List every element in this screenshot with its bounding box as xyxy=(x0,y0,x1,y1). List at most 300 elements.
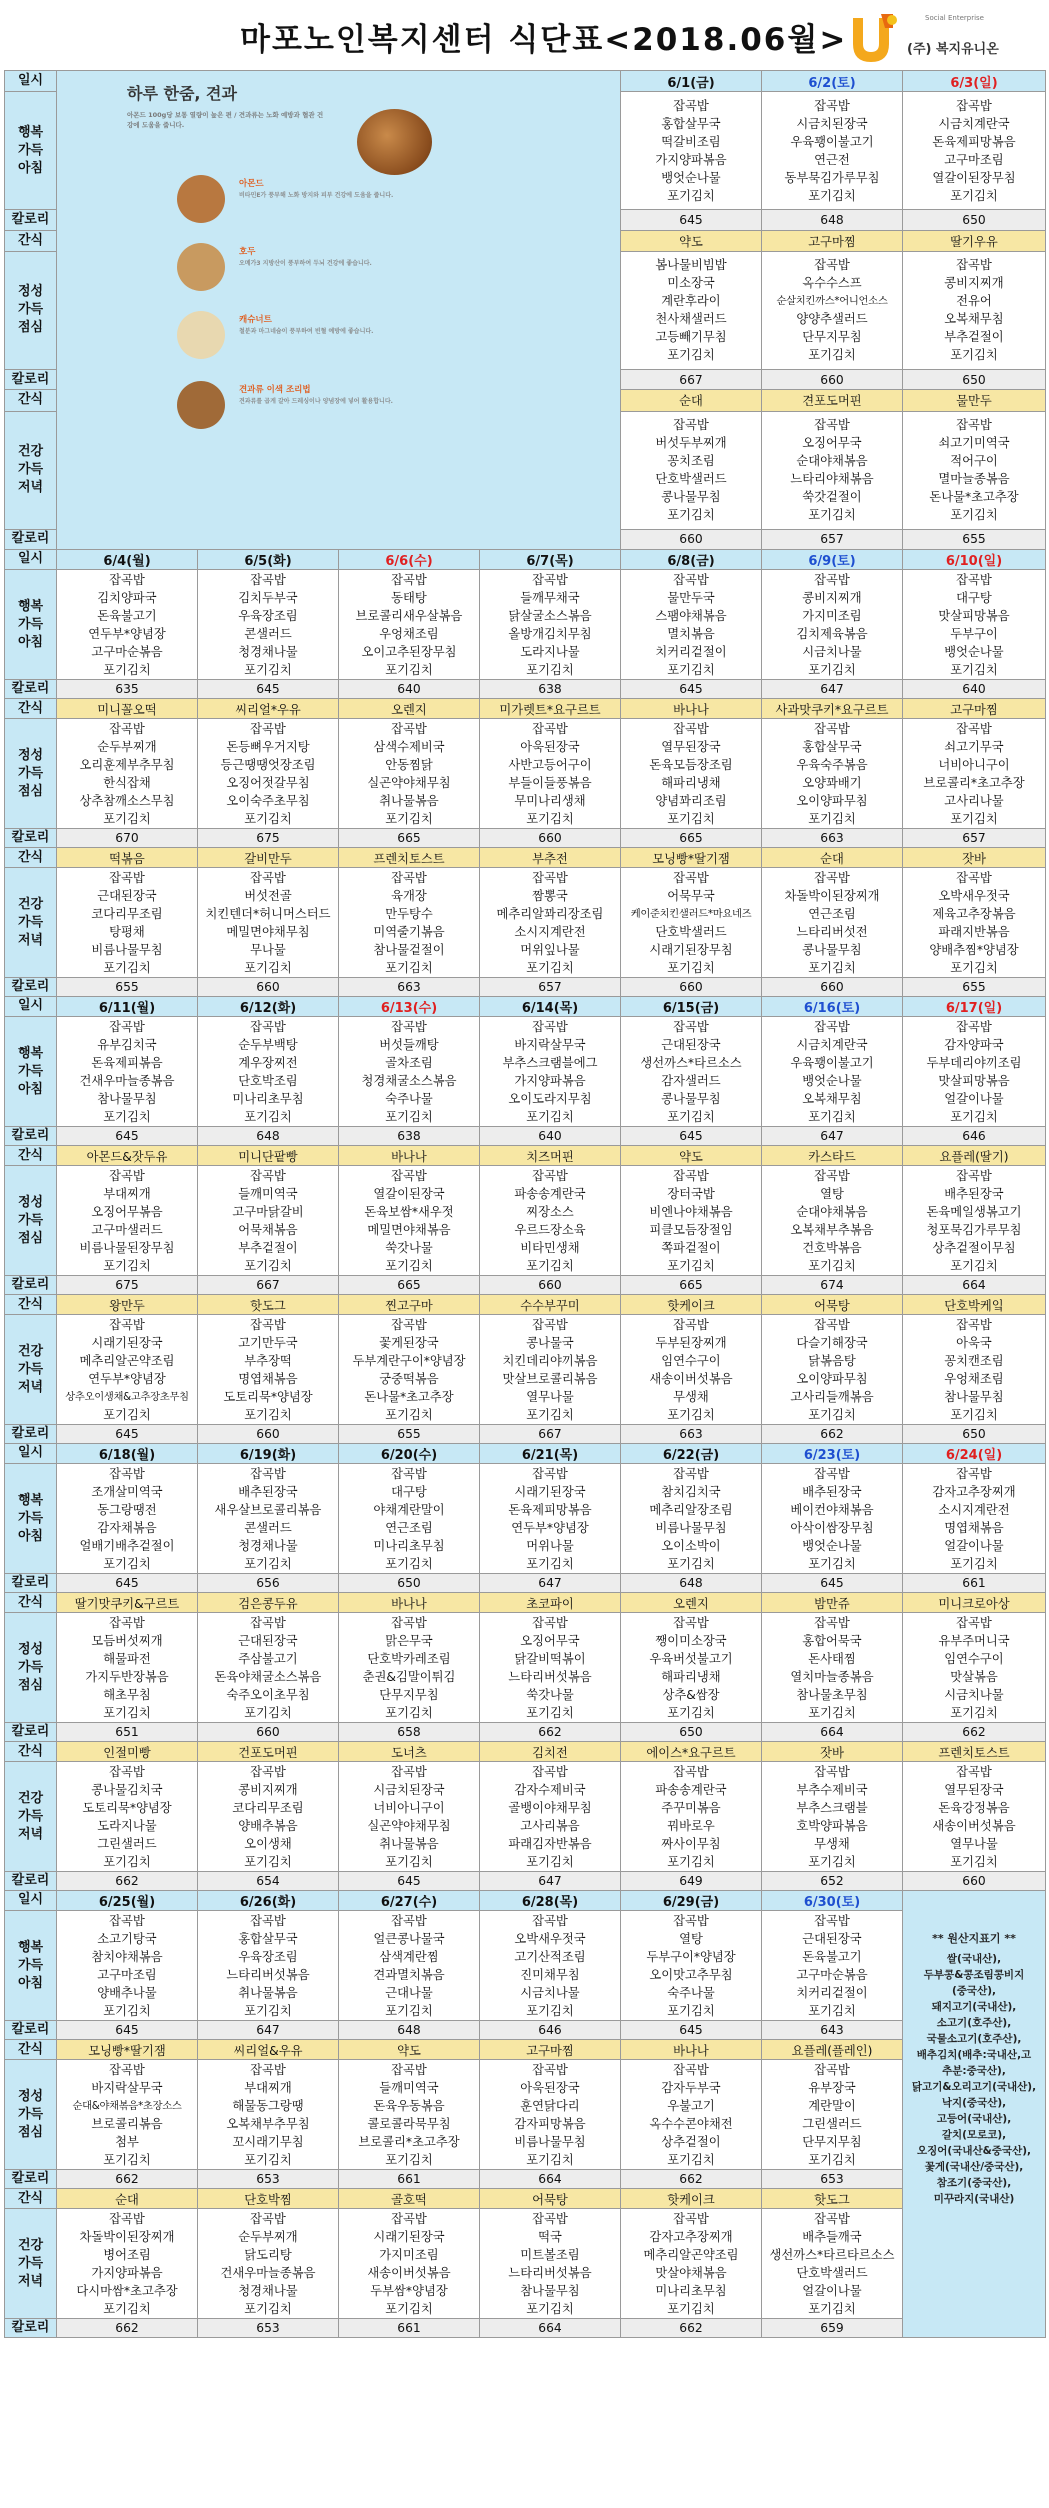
menu-item: 포기김치 xyxy=(667,1705,715,1720)
calorie-value: 665 xyxy=(621,1276,762,1295)
menu-item: 배추들깨국 xyxy=(802,2229,862,2244)
row-label-dinner xyxy=(5,2209,57,2319)
calorie-value: 648 xyxy=(198,1127,339,1146)
lunch-menu xyxy=(762,2060,903,2170)
menu-item: 포기김치 xyxy=(244,1556,292,1571)
menu-item: 감자고추장찌개 xyxy=(932,1484,1016,1499)
menu-item: 잡곡밥 xyxy=(391,721,427,736)
menu-item: 포기김치 xyxy=(808,348,856,363)
calorie-value: 651 xyxy=(57,1723,198,1742)
calorie-value: 661 xyxy=(903,1574,1046,1593)
date-cell: 6/21(목) xyxy=(480,1444,621,1464)
snack-item: 순대 xyxy=(621,390,762,411)
row-label-text: 행복 xyxy=(17,1045,44,1061)
menu-item: 순대야채볶음 xyxy=(796,1204,868,1219)
lunch-menu xyxy=(339,1166,480,1276)
menu-item: 포기김치 xyxy=(667,811,715,826)
lunch-menu xyxy=(903,1613,1046,1723)
menu-item: 동태탕 xyxy=(391,590,427,605)
menu-item: 꽁치캔조림 xyxy=(944,1353,1004,1368)
calorie-value: 658 xyxy=(339,1723,480,1742)
menu-item: 부들이들풍볶음 xyxy=(508,775,592,790)
menu-item: 돈육제피망볶음 xyxy=(932,134,1016,149)
lcal-row xyxy=(5,1276,1046,1295)
menu-item: 오이양파무침 xyxy=(796,793,868,808)
menu-item: 미트볼조림 xyxy=(520,2247,580,2262)
menu-item: 아욱된장국 xyxy=(520,2080,580,2095)
menu-item: 시금치된장국 xyxy=(796,116,868,131)
menu-item: 버섯들깨탕 xyxy=(379,1037,439,1052)
menu-item: 포기김치 xyxy=(667,1258,715,1273)
row-label-text: 간식 xyxy=(17,1743,44,1759)
menu-item: 잡곡밥 xyxy=(391,870,427,885)
menu-item: 임연수구이 xyxy=(661,1353,721,1368)
menu-item: 부추장떡 xyxy=(244,1353,292,1368)
menu-item: 연두부*양념장 xyxy=(88,626,166,641)
row-label-text: 정성 xyxy=(17,1194,44,1210)
row-label-text: 건강 xyxy=(17,1790,44,1806)
bcal-row xyxy=(5,680,1046,699)
snack-item: 프렌치토스트 xyxy=(339,848,480,868)
menu-item: 얼갈이나물 xyxy=(944,1091,1004,1106)
menu-item: 유부장국 xyxy=(808,2080,856,2095)
dinner-menu xyxy=(762,411,903,529)
legend-line: 소고기(호주산), xyxy=(936,2017,1012,2029)
dinner-menu xyxy=(621,868,762,978)
row-label-text: 점심 xyxy=(17,1677,44,1693)
menu-item: 시금치된장국 xyxy=(373,1782,445,1797)
menu-item: 오이고추된장무침 xyxy=(361,644,457,659)
row-label-text: 간식 xyxy=(17,2190,44,2206)
menu-item: 양념꽈리조림 xyxy=(655,793,727,808)
menu-item: 잡곡밥 xyxy=(673,2062,709,2077)
menu-item: 해파리냉채 xyxy=(661,1669,721,1684)
date-cell: 6/26(화) xyxy=(198,1891,339,1911)
menu-item: 포기김치 xyxy=(244,1258,292,1273)
calorie-value: 667 xyxy=(480,1425,621,1444)
menu-item: 콜로콜라묵무침 xyxy=(367,2116,451,2131)
menu-item: 부추스크램블 xyxy=(796,1800,868,1815)
menu-item: 포기김치 xyxy=(808,1705,856,1720)
calorie-value: 660 xyxy=(621,978,762,997)
menu-item: 꽁치조림 xyxy=(667,454,715,469)
calorie-value: 664 xyxy=(480,2319,621,2338)
menu-item: 포기김치 xyxy=(385,2152,433,2167)
row-label-text: 가득 xyxy=(17,1063,44,1079)
lunch-menu xyxy=(198,2060,339,2170)
breakfast-menu xyxy=(762,570,903,680)
menu-item: 포기김치 xyxy=(526,960,574,975)
menu-item: 쨍이미소장국 xyxy=(655,1633,727,1648)
menu-item: 잡곡밥 xyxy=(956,418,992,433)
menu-item: 참치야채볶음 xyxy=(91,1949,163,1964)
menu-item: 찌장소스 xyxy=(526,1204,574,1219)
menu-item: 동부묵김가루무침 xyxy=(784,170,880,185)
dinner-menu xyxy=(621,2209,762,2319)
lunch-menu xyxy=(339,2060,480,2170)
snack-item: 수수부꾸미 xyxy=(480,1295,621,1315)
row-label-text: 칼로리 xyxy=(11,211,50,227)
menu-item: 해파리냉채 xyxy=(661,775,721,790)
calorie-value: 667 xyxy=(621,369,762,389)
menu-item: 잡곡밥 xyxy=(250,1913,286,1928)
menu-item: 잡곡밥 xyxy=(250,2211,286,2226)
menu-item: 청포묵김가루무침 xyxy=(926,1222,1022,1237)
menu-item: 포기김치 xyxy=(808,188,856,203)
snack-item: 핫도그 xyxy=(762,2189,903,2209)
menu-item: 쑥갓나물 xyxy=(526,1687,574,1702)
calorie-value: 662 xyxy=(57,2170,198,2189)
menu-item: 잡곡밥 xyxy=(250,1615,286,1630)
menu-item: 골뱅이야채무침 xyxy=(508,1800,592,1815)
menu-item: 아삭이쌈장무침 xyxy=(790,1520,874,1535)
row-label-text: 가득 xyxy=(17,1361,44,1377)
snack-item: 딸기맛쿠키&구르트 xyxy=(57,1593,198,1613)
row-label-date: 일시 xyxy=(5,1444,57,1464)
snack-item: 씨리얼*우유 xyxy=(198,699,339,719)
breakfast-menu xyxy=(198,570,339,680)
menu-item: 상추참깨소스무침 xyxy=(79,793,175,808)
menu-item: 잡곡밥 xyxy=(814,721,850,736)
row-label-text: 저녁 xyxy=(17,932,44,948)
calorie-value: 655 xyxy=(903,529,1046,549)
calorie-value: 660 xyxy=(762,978,903,997)
calorie-value: 656 xyxy=(198,1574,339,1593)
menu-item: 들깨미역국 xyxy=(238,1186,298,1201)
menu-item: 단호박샐러드 xyxy=(655,924,727,939)
calorie-value: 660 xyxy=(480,1276,621,1295)
menu-item: 브로콜리*초고추장 xyxy=(358,2134,460,2149)
menu-item: 무생채 xyxy=(673,1389,709,1404)
menu-item: 오리훈제부추무침 xyxy=(79,757,175,772)
menu-item: 포기김치 xyxy=(667,348,715,363)
date-cell: 6/30(토) xyxy=(762,1891,903,1911)
menu-item: 생선까스*타르소스 xyxy=(640,1055,742,1070)
row-label-text: 아침 xyxy=(17,1975,44,1991)
menu-item: 잡곡밥 xyxy=(532,1615,568,1630)
menu-item: 오복채무침 xyxy=(802,1091,862,1106)
menu-item: 잡곡밥 xyxy=(391,1019,427,1034)
menu-item: 잡곡밥 xyxy=(673,870,709,885)
menu-item: 잡곡밥 xyxy=(391,2062,427,2077)
menu-item: 취나물볶음 xyxy=(379,793,439,808)
lunch-menu xyxy=(339,1613,480,1723)
calorie-value: 647 xyxy=(480,1574,621,1593)
date-cell: 6/1(금) xyxy=(621,71,762,92)
menu-item: 감자양파국 xyxy=(944,1037,1004,1052)
calorie-value: 646 xyxy=(903,1127,1046,1146)
menu-item: 근대된장국 xyxy=(97,888,157,903)
date-cell: 6/12(화) xyxy=(198,997,339,1017)
breakfast-row xyxy=(5,570,1046,680)
menu-item: 동그랑땡전 xyxy=(97,1502,157,1517)
menu-item: 치커리겉절이 xyxy=(655,644,727,659)
menu-item: 진미채무침 xyxy=(520,1967,580,1982)
row-label-dinner xyxy=(5,1762,57,1872)
menu-item: 잡곡밥 xyxy=(814,1615,850,1630)
snack-item: 씨리얼&우유 xyxy=(198,2040,339,2060)
menu-item: 맛살피망볶음 xyxy=(938,1073,1010,1088)
dinner-menu xyxy=(480,1762,621,1872)
row-label-text: 가득 xyxy=(17,142,44,158)
date-row xyxy=(5,997,1046,1017)
row-label-text: 칼로리 xyxy=(11,531,50,547)
menu-item: 한식잡채 xyxy=(103,775,151,790)
menu-item: 포기김치 xyxy=(385,1705,433,1720)
menu-item: 잡곡밥 xyxy=(673,1317,709,1332)
menu-item: 포기김치 xyxy=(808,508,856,523)
menu-item: 버섯두부찌개 xyxy=(655,436,727,451)
date-cell: 6/13(수) xyxy=(339,997,480,1017)
menu-item: 고구마조림 xyxy=(97,1967,157,1982)
page-title: 마포노인복지센터 식단표<2018.06월> xyxy=(240,22,848,58)
menu-item: 탕평채 xyxy=(109,924,145,939)
calorie-value: 661 xyxy=(339,2170,480,2189)
menu-item: 비엔나야채볶음 xyxy=(649,1204,733,1219)
menu-item: 잡곡밥 xyxy=(814,1764,850,1779)
nut-icon xyxy=(177,175,225,223)
menu-item: 홍합살무국 xyxy=(661,116,721,131)
dcal-row xyxy=(5,978,1046,997)
snack-item: 잣바 xyxy=(762,1742,903,1762)
menu-item: 포기김치 xyxy=(385,662,433,677)
menu-item: 전유어 xyxy=(956,294,992,309)
menu-item: 두부데리야끼조림 xyxy=(926,1055,1022,1070)
menu-item: 돈육불고기 xyxy=(97,608,157,623)
row-label-text: 간식 xyxy=(17,1594,44,1610)
menu-item: 계란말이 xyxy=(808,2098,856,2113)
menu-item: 들깨미역국 xyxy=(379,2080,439,2095)
menu-item: 대구탕 xyxy=(391,1484,427,1499)
menu-item: 멸마늘종볶음 xyxy=(938,472,1010,487)
dinner-menu xyxy=(339,2209,480,2319)
bcal-row xyxy=(5,1127,1046,1146)
row-label-text: 건강 xyxy=(17,444,44,460)
menu-item: 메추리알꽈리장조림 xyxy=(496,906,604,921)
menu-item: 열탕 xyxy=(679,1931,703,1946)
menu-item: 도라지나물 xyxy=(520,644,580,659)
menu-item: 홍합살무국 xyxy=(238,1931,298,1946)
snack1-row xyxy=(5,2040,1046,2060)
menu-item: 포기김치 xyxy=(385,1407,433,1422)
menu-item: 잡곡밥 xyxy=(532,1317,568,1332)
menu-item: 우육장조림 xyxy=(238,1949,298,1964)
dinner-menu xyxy=(480,868,621,978)
menu-item: 잡곡밥 xyxy=(673,1913,709,1928)
menu-item: 잡곡밥 xyxy=(109,1764,145,1779)
snack-item: 왕만두 xyxy=(57,1295,198,1315)
menu-item: 감자수제비국 xyxy=(514,1782,586,1797)
snack-item: 고구마찜 xyxy=(480,2040,621,2060)
menu-item: 야채계란말이 xyxy=(373,1502,445,1517)
snack-item: 검은콩두유 xyxy=(198,1593,339,1613)
menu-item: 연두부*양념장 xyxy=(88,1371,166,1386)
menu-item: 잡곡밥 xyxy=(391,572,427,587)
snack2-row xyxy=(5,1742,1046,1762)
lunch-menu xyxy=(480,1166,621,1276)
calorie-value: 660 xyxy=(903,1872,1046,1891)
menu-item: 포기김치 xyxy=(385,2003,433,2018)
calorie-value: 650 xyxy=(903,369,1046,389)
snack-item: 미니크로아상 xyxy=(903,1593,1046,1613)
menu-item: 잡곡밥 xyxy=(109,1317,145,1332)
menu-item: 포기김치 xyxy=(526,1109,574,1124)
row-label-text: 가득 xyxy=(17,914,44,930)
row-label-text: 점심 xyxy=(17,320,44,336)
menu-item: 오이맛고추무침 xyxy=(649,1967,733,1982)
row-label-text: 행복 xyxy=(17,124,44,140)
calorie-value: 648 xyxy=(762,210,903,230)
menu-item: 배추된장국 xyxy=(944,1186,1004,1201)
lunch-menu xyxy=(762,719,903,829)
menu-item: 느타리버섯볶음 xyxy=(508,2265,592,2280)
menu-item: 시금치계란국 xyxy=(938,116,1010,131)
row-label-calorie xyxy=(5,829,57,848)
breakfast-menu xyxy=(339,1464,480,1574)
row-label-text: 간식 xyxy=(17,2041,44,2057)
menu-item: 브로콜리새우살볶음 xyxy=(355,608,463,623)
date-cell: 6/2(토) xyxy=(762,71,903,92)
menu-item: 상추겉절이 xyxy=(661,2134,721,2149)
menu-item: 오이양파무침 xyxy=(796,1371,868,1386)
menu-item: 메추리알곤약조림 xyxy=(643,2247,739,2262)
menu-item: 잡곡밥 xyxy=(956,1615,992,1630)
menu-item: 파송송계란국 xyxy=(514,1186,586,1201)
menu-item: 미나리초무침 xyxy=(655,2283,727,2298)
menu-item: 아욱국 xyxy=(956,1335,992,1350)
dinner-menu xyxy=(339,1762,480,1872)
calorie-value: 675 xyxy=(57,1276,198,1295)
menu-item: 고기만두국 xyxy=(238,1335,298,1350)
snack-item: 도너츠 xyxy=(339,1742,480,1762)
menu-item: 취나물볶음 xyxy=(238,1985,298,2000)
menu-item: 포기김치 xyxy=(526,1258,574,1273)
menu-item: 포기김치 xyxy=(103,1258,151,1273)
menu-item: 쑥갓나물 xyxy=(385,1240,433,1255)
menu-item: 잡곡밥 xyxy=(250,1168,286,1183)
menu-item: 포기김치 xyxy=(103,1556,151,1571)
snack-item: 어묵탕 xyxy=(762,1295,903,1315)
row-label-text: 칼로리 xyxy=(11,830,50,845)
menu-item: 우엉채조림 xyxy=(379,626,439,641)
lunch-menu xyxy=(903,1166,1046,1276)
date-cell: 6/8(금) xyxy=(621,550,762,570)
date-cell: 6/16(토) xyxy=(762,997,903,1017)
row-label-date: 일시 xyxy=(5,550,57,570)
menu-item: 포기김치 xyxy=(808,1258,856,1273)
row-label-text: 가득 xyxy=(17,1808,44,1824)
menu-item: 잡곡밥 xyxy=(109,1913,145,1928)
row-label-text: 칼로리 xyxy=(11,1873,50,1888)
date-cell: 6/20(수) xyxy=(339,1444,480,1464)
menu-item: 잡곡밥 xyxy=(109,572,145,587)
calorie-value: 674 xyxy=(762,1276,903,1295)
snack-item: 어묵탕 xyxy=(480,2189,621,2209)
menu-item: 포기김치 xyxy=(103,1705,151,1720)
row-label-text: 칼로리 xyxy=(11,979,50,994)
menu-item: 병어조림 xyxy=(103,2247,151,2262)
snack-item: 치즈머핀 xyxy=(480,1146,621,1166)
row-label-text: 칼로리 xyxy=(11,681,50,696)
menu-item: 새우살브로콜리볶음 xyxy=(214,1502,322,1517)
promo-panel xyxy=(57,71,621,550)
menu-item: 잡곡밥 xyxy=(673,1168,709,1183)
menu-item: 포기김치 xyxy=(667,1854,715,1869)
menu-item: 건새우마늘종볶음 xyxy=(220,2265,316,2280)
menu-item: 포기김치 xyxy=(526,1854,574,1869)
menu-item: 콩나물무침 xyxy=(661,1091,721,1106)
legend-line: 배추김치(배추:국내산,고 xyxy=(916,2049,1032,2061)
date-cell: 6/29(금) xyxy=(621,1891,762,1911)
menu-item: 포기김치 xyxy=(526,662,574,677)
menu-item: 두부구이 xyxy=(950,626,998,641)
menu-item: 치킨데리야끼볶음 xyxy=(502,1353,598,1368)
snack-item: 바나나 xyxy=(339,1146,480,1166)
menu-item: 잡곡밥 xyxy=(814,1466,850,1481)
menu-item: 주삼불고기 xyxy=(238,1651,298,1666)
menu-item: 잡곡밥 xyxy=(956,721,992,736)
row-label-text: 건강 xyxy=(17,2237,44,2253)
nut-desc: 견과류를 곱게 갈아 드레싱이나 양념장에 넣어 활용합니다. xyxy=(239,398,393,405)
menu-item: 우육꽹이불고기 xyxy=(790,1055,874,1070)
dinner-menu xyxy=(903,1315,1046,1425)
menu-item: 견과멸치볶음 xyxy=(373,1967,445,1982)
legend-line: 닭고기&오리고기(국내산), xyxy=(911,2081,1037,2093)
date-cell: 6/9(토) xyxy=(762,550,903,570)
menu-item: 포기김치 xyxy=(950,1854,998,1869)
row-label-text: 저녁 xyxy=(17,480,44,496)
calorie-value: 664 xyxy=(480,2170,621,2189)
date-row xyxy=(5,1444,1046,1464)
row-label-text: 아침 xyxy=(17,1528,44,1544)
menu-item: 포기김치 xyxy=(385,1854,433,1869)
menu-item: 잡곡밥 xyxy=(109,1168,145,1183)
snack-item: 초코파이 xyxy=(480,1593,621,1613)
menu-item: 상추오이생채&고추장초무침 xyxy=(65,1390,189,1403)
menu-item: 포기김치 xyxy=(950,811,998,826)
menu-item: 열무된장국 xyxy=(944,1782,1004,1797)
menu-item: 청경채나물 xyxy=(238,644,298,659)
dcal-row xyxy=(5,2319,1046,2338)
lunch-menu xyxy=(621,1166,762,1276)
menu-item: 상추겉절이무침 xyxy=(932,1240,1016,1255)
menu-item: 잡곡밥 xyxy=(814,2062,850,2077)
menu-item: 브로콜리*초고추장 xyxy=(923,775,1025,790)
menu-item: 홍합살무국 xyxy=(802,739,862,754)
calorie-value: 655 xyxy=(339,1425,480,1444)
calorie-value: 638 xyxy=(480,680,621,699)
legend-line: 두부콩&콩조림콩비지 xyxy=(923,1969,1025,1981)
menu-item: 잡곡밥 xyxy=(956,258,992,273)
snack-item: 부추전 xyxy=(480,848,621,868)
menu-item: 우르드장소육 xyxy=(514,1222,586,1237)
menu-item: 돈육모듬장조림 xyxy=(649,757,733,772)
breakfast-menu xyxy=(198,1017,339,1127)
snack-item: 핫케이크 xyxy=(621,1295,762,1315)
menu-item: 비름나물무침 xyxy=(91,942,163,957)
calorie-value: 653 xyxy=(198,2170,339,2189)
logo-tagline: Social Enterprise xyxy=(925,14,984,22)
row-label-lunch xyxy=(5,252,57,370)
row-label-dinner xyxy=(5,868,57,978)
menu-item: 비름나물된장무침 xyxy=(79,1240,175,1255)
row-label-text: 가득 xyxy=(17,1510,44,1526)
menu-item: 가지양파볶음 xyxy=(91,2265,163,2280)
menu-item: 어묵무국 xyxy=(667,888,715,903)
row-label-calorie xyxy=(5,1276,57,1295)
row-label-text: 간식 xyxy=(17,1296,44,1312)
calorie-value: 662 xyxy=(621,2319,762,2338)
